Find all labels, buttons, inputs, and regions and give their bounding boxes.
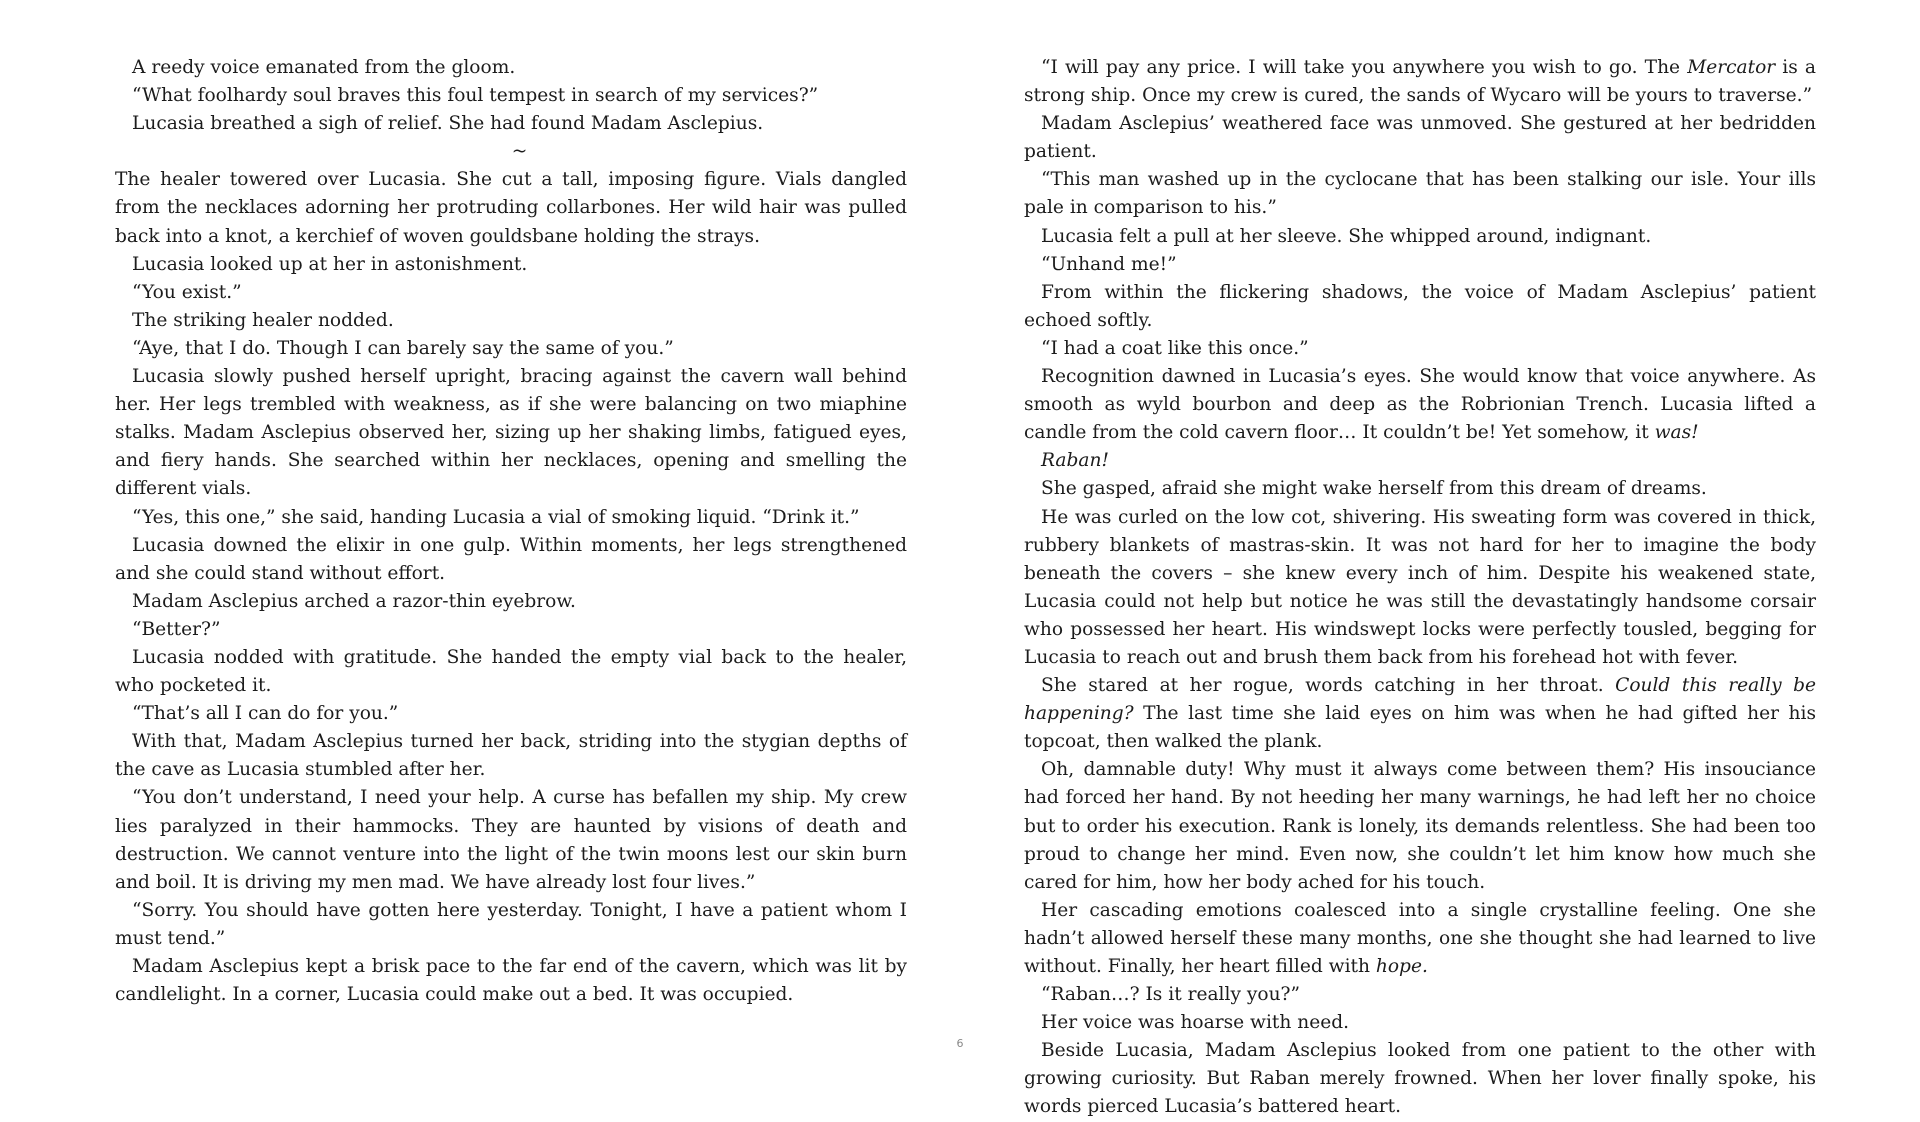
page-number: 6 <box>956 1037 964 1050</box>
paragraph: The striking healer nodded. <box>132 309 394 331</box>
paragraph: From within the flickering shadows, the voice of Madam Asclepius’ patient echoed softly. <box>1024 281 1816 331</box>
paragraph: “Yes, this one,” she said, handing Lucasia a vial of smoking liquid. “Drink it.” <box>132 506 860 528</box>
paragraph: Lucasia felt a pull at her sleeve. She whipped around, indignant. <box>1041 225 1652 247</box>
paragraph: The healer towered over Lucasia. She cut a tall, imposing figure. Vials dangled from the necklaces adorning her protruding collarbones. Her wild hair was pulled back into a knot, a kerchief of woven gouldsbane holding the strays. <box>115 169 907 247</box>
paragraph: Lucasia slowly pushed herself upright, bracing against the cavern wall behind her. Her legs trembled with weakness, as if she were balancing on two miaphine stalks. Madam Asclepius observed her, sizing up her shaking limbs, fatigued eyes, and fiery hands. She searched within her necklaces, opening and smelling the different vials. <box>115 366 907 500</box>
paragraph: Madam Asclepius’ weathered face was unmoved. She gestured at her bedridden patient. <box>1024 113 1816 163</box>
ship-name: Mercator <box>1687 57 1776 78</box>
section-break: ~ <box>511 141 528 163</box>
left-page <box>115 54 907 1009</box>
paragraph: “This man washed up in the cyclocane that has been stalking our isle. Your ills pale in comparison to his.” <box>1024 169 1816 219</box>
paragraph: She gasped, afraid she might wake herself from this dream of dreams. <box>1041 478 1707 500</box>
paragraph: “Raban…? Is it really you?” <box>1041 984 1301 1006</box>
right-page <box>1024 54 1816 1122</box>
paragraph: “Sorry. You should have gotten here yesterday. Tonight, I have a patient whom I must tend.” <box>115 899 907 949</box>
paragraph: “You exist.” <box>132 281 242 303</box>
paragraph: Her voice was hoarse with need. <box>1041 1012 1350 1034</box>
paragraph: Lucasia breathed a sigh of relief. She had found Madam Asclepius. <box>132 113 764 135</box>
paragraph: He was curled on the low cot, shivering. His sweating form was covered in thick, rubbery blankets of mastras-skin. It was not hard for her to imagine the body beneath the covers – she knew every inch of him. Despite his weakened state, Lucasia could not help but notice he was still the devastatingly handsome corsair who possessed her heart. His windswept locks were perfectly tousled, begging for Lucasia to reach out and brush them back from his forehead hot with fever. <box>1024 506 1816 668</box>
paragraph: Madam Asclepius arched a razor-thin eyebrow. <box>132 590 576 612</box>
paragraph: A reedy voice emanated from the gloom. <box>132 57 516 78</box>
paragraph: “Aye, that I do. Though I can barely say the same of you.” <box>132 337 674 359</box>
paragraph: She stared at her rogue, words catching in her throat. Could this really be happening? The last time she laid eyes on him was when he had gifted her his topcoat, then walked the plank. <box>1024 675 1816 753</box>
paragraph: “Better?” <box>132 618 221 640</box>
paragraph: Lucasia looked up at her in astonishment. <box>132 253 528 275</box>
paragraph: Beside Lucasia, Madam Asclepius looked from one patient to the other with growing curiosity. But Raban merely frowned. When her lover finally spoke, his words pierced Lucasia’s battered heart. <box>1024 1040 1816 1118</box>
paragraph: Oh, damnable duty! Why must it always come between them? His insouciance had forced her hand. By not heeding her many warnings, he had left her no choice but to order his execution. Rank is lonely, its demands relentless. She had been too proud to change her mind. Even now, she couldn’t let him know how much she cared for him, how her body ached for his touch. <box>1024 759 1816 893</box>
paragraph: “I had a coat like this once.” <box>1041 337 1309 359</box>
paragraph: “You don’t understand, I need your help. A curse has befallen my ship. My crew lies paralyzed in their hammocks. They are haunted by visions of death and destruction. We cannot venture into the light of the twin moons lest our skin burn and boil. It is driving my men mad. We have already lost four lives.” <box>115 787 907 893</box>
paragraph: Raban! <box>1041 450 1109 472</box>
paragraph: “That’s all I can do for you.” <box>132 703 399 725</box>
paragraph: Madam Asclepius kept a brisk pace to the far end of the cavern, which was lit by candlelight. In a corner, Lucasia could make out a bed. It was occupied. <box>115 956 907 1006</box>
paragraph: Recognition dawned in Lucasia’s eyes. She would know that voice anywhere. As smooth as wyld bourbon and deep as the Robrionian Trench. Lucasia lifted a candle from the cold cavern floor… It couldn’t be! Yet somehow, it was! <box>1024 366 1816 444</box>
paragraph: “What foolhardy soul braves this foul tempest in search of my services?” <box>132 85 819 107</box>
paragraph: Lucasia nodded with gratitude. She handed the empty vial back to the healer, who pocketed it. <box>115 646 907 697</box>
paragraph: Her cascading emotions coalesced into a single crystalline feeling. One she hadn’t allowed herself these many months, one she thought she had learned to live without. Finally, her heart filled with hope. <box>1024 899 1816 977</box>
paragraph: “Unhand me!” <box>1041 253 1177 275</box>
paragraph: “I will pay any price. I will take you anywhere you wish to go. The Mercator is a strong ship. Once my crew is cured, the sands of Wycaro will be yours to traverse.” <box>1024 57 1816 107</box>
paragraph: Lucasia downed the elixir in one gulp. Within moments, her legs strengthened and she could stand without effort. <box>115 534 907 584</box>
paragraph: With that, Madam Asclepius turned her back, striding into the stygian depths of the cave as Lucasia stumbled after her. <box>115 731 907 781</box>
